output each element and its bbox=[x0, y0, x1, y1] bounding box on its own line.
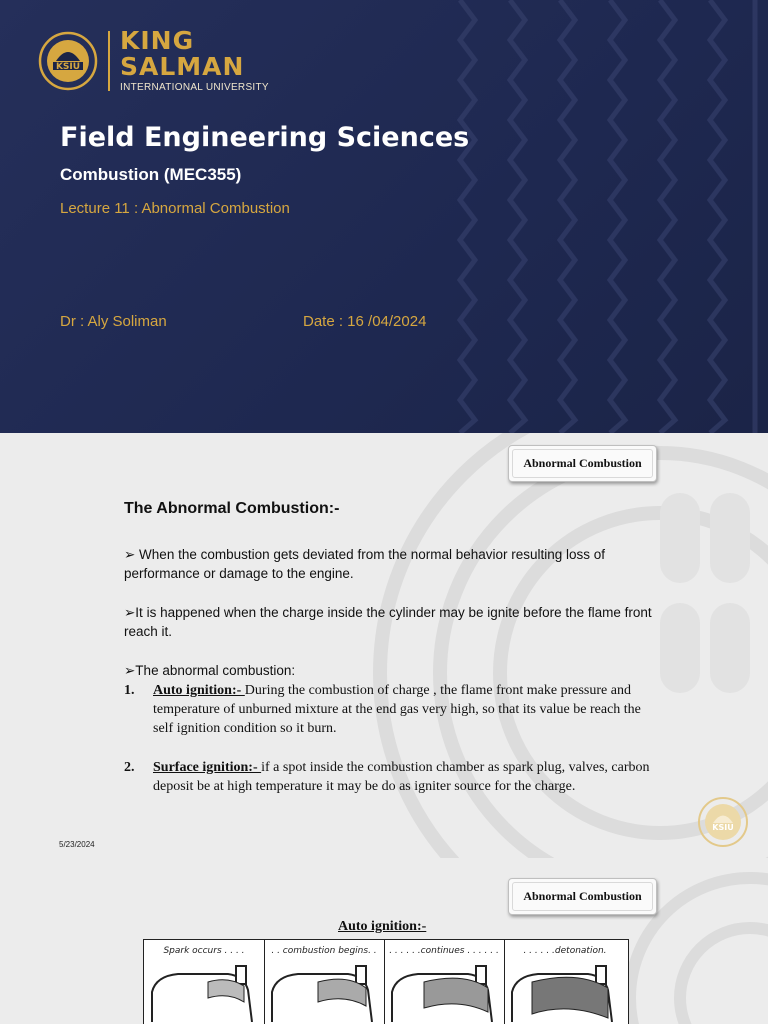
paragraph-cause: ➢It is happened when the charge inside the cylinder may be ignite before the flame front reach it. bbox=[124, 605, 652, 639]
list-item-surface-ignition bbox=[124, 758, 664, 796]
list-item-auto-ignition bbox=[124, 681, 664, 738]
figure-caption: . . . . . .continues . . . . . . bbox=[389, 946, 499, 956]
logo-wordmark bbox=[120, 28, 269, 93]
figure-panel-continues bbox=[384, 940, 505, 1024]
abnormal-combustion-tag bbox=[508, 878, 657, 915]
figure-caption: . . combustion begins. . bbox=[271, 946, 377, 956]
list-text: if a spot inside the combustion chamber as spark plug, valves, carbon deposit be at high temperature it may be do as igniter source for the charge. bbox=[153, 760, 650, 794]
auto-ignition-slide bbox=[0, 858, 768, 1024]
lecturer-name: Dr : Aly Soliman bbox=[60, 313, 167, 330]
presentation-title: Field Engineering Sciences bbox=[60, 122, 470, 153]
university-watermark-icon bbox=[697, 796, 749, 848]
course-name: Combustion (MEC355) bbox=[60, 165, 242, 184]
slide-footer-date: 5/23/2024 bbox=[59, 840, 95, 849]
abnormal-combustion-tag bbox=[508, 445, 657, 482]
logo-line-salman: SALMAN bbox=[120, 52, 245, 81]
cylinder-drawing bbox=[268, 962, 380, 1022]
figure-panel-detonation bbox=[504, 940, 626, 1024]
figure-panel-spark bbox=[144, 940, 265, 1024]
tag-label: Abnormal Combustion bbox=[512, 449, 653, 478]
tag-label: Abnormal Combustion bbox=[512, 882, 653, 911]
cylinder-drawing bbox=[388, 962, 500, 1022]
cylinder-drawing bbox=[508, 962, 620, 1022]
university-logo bbox=[38, 28, 269, 93]
cylinder-drawing bbox=[148, 962, 260, 1022]
title-slide bbox=[0, 0, 768, 433]
list-number: 1. bbox=[124, 683, 135, 698]
section-heading: The Abnormal Combustion:- bbox=[124, 500, 340, 517]
logo-line-king: KING bbox=[120, 26, 195, 55]
seal-text: KSIU bbox=[55, 61, 81, 72]
watermark-text: KSIU bbox=[712, 823, 734, 832]
zigzag-pattern-decoration bbox=[440, 0, 768, 433]
paragraph-types-intro: ➢The abnormal combustion: bbox=[124, 663, 296, 678]
lecture-label: Lecture 11 : Abnormal Combustion bbox=[60, 200, 290, 217]
list-text: During the combustion of charge , the flame front make pressure and temperature of unburned mixture at the end gas very high, so that its value be reach the self ignition condition so it burn. bbox=[153, 683, 641, 736]
logo-divider bbox=[108, 31, 110, 91]
list-keyword: Auto ignition:- bbox=[153, 683, 245, 698]
list-keyword: Surface ignition:- bbox=[153, 760, 262, 775]
figure-panel-begins bbox=[264, 940, 385, 1024]
auto-ignition-heading: Auto ignition:- bbox=[338, 919, 427, 934]
logo-line-university: INTERNATIONAL UNIVERSITY bbox=[120, 82, 269, 93]
figure-caption: Spark occurs . . . . bbox=[163, 946, 245, 956]
combustion-stages-figure bbox=[143, 939, 629, 1024]
figure-caption: . . . . . .detonation. bbox=[523, 946, 607, 956]
paragraph-definition: ➢ When the combustion gets deviated from the normal behavior resulting loss of performance or damage to the engine. bbox=[124, 547, 606, 581]
list-number: 2. bbox=[124, 760, 135, 775]
lecture-date: Date : 16 /04/2024 bbox=[303, 313, 427, 330]
university-seal-icon bbox=[38, 31, 98, 91]
content-slide bbox=[0, 433, 768, 858]
